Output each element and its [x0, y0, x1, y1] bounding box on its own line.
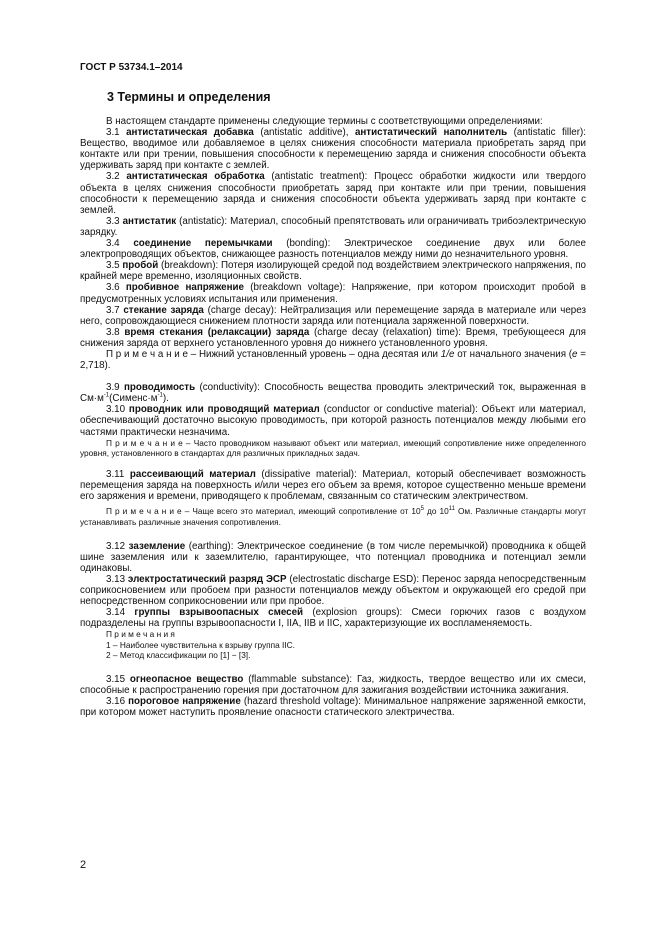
term-3-14: 3.14 группы взрывоопасных смесей (explosion groups): Смеси горючих газов с воздухом подразделены на группы взрывоопасности I, IIA, IIB и IIC, характеризующие их воспламеняемость.	[80, 607, 587, 630]
intro-paragraph: В настоящем стандарте применены следующие термины с соответствующими определениями:	[106, 116, 543, 127]
term-3-7: 3.7 стекание заряда (charge decay): Нейтрализация или перемещение заряда в материале или через него, сопровождающиеся снижением плотности заряда или потенциала заряженной поверхности.	[80, 304, 586, 327]
term-3-3: 3.3 антистатик (antistatic): Материал, способный препятствовать или ограничивать трибоэлектрическую зарядку.	[80, 215, 586, 238]
page-number: 2	[80, 859, 87, 871]
term-3-4: 3.4 соединение перемычками (bonding): Электрическое соединение двух или более электропроводящих объектов, снижающее разность потенциалов между ними до незначительного уровня.	[80, 238, 586, 261]
term-3-13: 3.13 электростатический разряд ЭСР (electrostatic discharge ESD): Перенос заряда непосредственным соприкосновением или пробоем при разности потенциалов между объектом и окружающей его средой при непосредственном соприкосновении или при пробое.	[80, 574, 586, 608]
term-3-16: 3.16 пороговое напряжение (hazard threshold voltage): Минимальное напряжение заряженной емкости, при котором может наступить проявление опасности статического электричества.	[80, 696, 586, 719]
term-3-5: 3.5 пробой (breakdown): Потеря изолирующей средой под воздействием электрического напряжения, по крайней мере временно, изоляционных свойств.	[80, 260, 586, 283]
document-body	[80, 116, 586, 718]
note-item: 2 – Метод классификации по [1] − [3].	[106, 649, 251, 660]
note-3-11: П р и м е ч а н и е – Чаще всего это материал, имеющий сопротивление от $10^5$ до $10^{11}$ Ом. Различные стандарты могут устанавливать различные значения сопротивления.	[80, 506, 587, 527]
term-3-12: 3.12 заземление (earthing): Электрическое соединение (в том числе перемычкой) проводника к общей шине заземления или к заземлителю, гарантирующее, что потенциал проводника и потенциал земли одинаковы.	[80, 540, 586, 574]
term-3-6: 3.6 пробивное напряжение (breakdown voltage): Напряжение, при котором происходит пробой в предусмотренных условиях испытания или применения.	[80, 282, 586, 305]
term-3-2: 3.2 антистатическая обработка (antistatic treatment): Процесс обработки жидкости или твердого объекта в целях снижения способности приобретать заряд при контакте или при трении, повышения способности к перемещению заряда и снижения способности объекта удерживать заряд при контакте с землей.	[80, 171, 587, 216]
term-3-9: 3.9 проводимость (conductivity): Способность вещества проводить электрический ток, выраженная в $См\cdot м^{-1}(Сименс\cdot м^{-1})$.	[80, 382, 586, 405]
section-title: 3 Термины и определения	[107, 90, 271, 104]
note-3-10: П р и м е ч а н и е – Часто проводником называют объект или материал, имеющий сопротивление ниже определенного уровня, установленного в стандартах для различных прикладных задач.	[80, 437, 586, 458]
term-3-11: 3.11 рассеивающий материал (dissipative material): Материал, который обеспечивает возможность перемещения заряда на поверхность и/или через его объем за время, которое существенно меньше времени его заряжения и времени, приводящего к проблемам, связанным со статическим электричеством.	[80, 469, 586, 503]
term-3-1: 3.1 антистатическая добавка (antistatic additive), антистатический наполнитель (antistatic filler): Вещество, вводимое или добавляемое в целях снижения способности материала приобретать заряд при контакте или при трении, повышения способности к перемещению заряда и снижения способности объекта удерживать заряд при контакте с землей.	[80, 127, 586, 172]
note-3-8: П р и м е ч а н и е – Нижний установленный уровень – одна десятая или 1/e от начального значения (e = 2,718).	[80, 348, 586, 372]
term-3-15: 3.15 огнеопасное вещество (flammable substance): Газ, жидкость, твердое вещество или их смеси, способные к распространению горения при достаточном для зажигания воздействии источника зажигания.	[80, 674, 586, 697]
term-3-8: 3.8 время стекания (релаксации) заряда (charge decay (relaxation) time): Время, требующееся для снижения заряда от верхнего установленного уровня до нижнего установленного уровня.	[80, 326, 586, 349]
document-header: ГОСТ Р 53734.1–2014	[80, 62, 183, 73]
notes-label: П р и м е ч а н и я	[106, 629, 175, 640]
note-item: 1 – Наиболее чувствительна к взрыву группа IIC.	[106, 639, 295, 650]
term-3-10: 3.10 проводник или проводящий материал (conductor or conductive material): Объект или материал, обеспечивающий достаточно высокую проводимость, при которой разность потенциалов между любыми его частями практически незначима.	[80, 404, 586, 438]
notes-3-14	[80, 629, 586, 660]
